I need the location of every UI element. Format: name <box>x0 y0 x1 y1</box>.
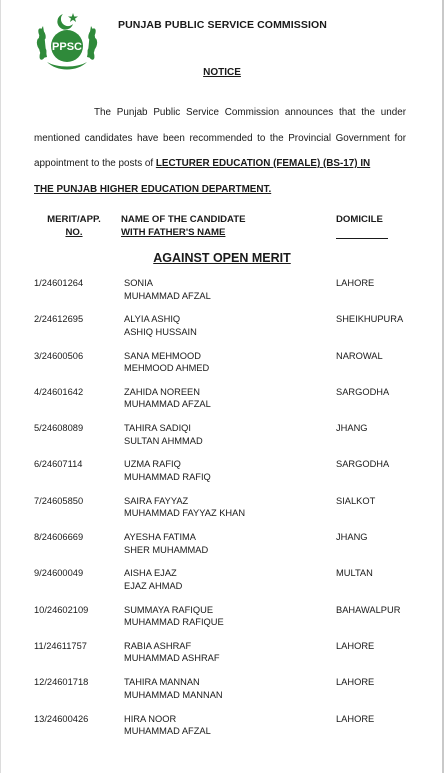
merit-number: 5/24608089 <box>34 423 84 434</box>
candidate-name: SANA MEHMOOD <box>124 350 201 361</box>
candidate-name: TAHIRA MANNAN <box>124 677 200 688</box>
father-name: MUHAMMAD ASHRAF <box>124 653 220 664</box>
merit-number: 4/24601642 <box>34 386 84 397</box>
intro-line-4 <box>34 177 406 203</box>
candidate-name-block <box>124 567 182 592</box>
candidate-name-block <box>124 458 211 483</box>
domicile: JHANG <box>336 532 368 543</box>
table-row <box>0 713 444 749</box>
father-name: MUHAMMAD AFZAL <box>124 726 211 737</box>
table-row <box>0 495 444 531</box>
candidate-name-block <box>124 495 245 520</box>
section-title: AGAINST OPEN MERIT <box>153 251 291 265</box>
father-name: MUHAMMAD AFZAL <box>124 399 211 410</box>
father-name: SULTAN AHMMAD <box>124 435 203 446</box>
candidate-name-block <box>124 676 223 701</box>
table-row <box>0 422 444 458</box>
father-name: MUHAMMAD RAFIQUE <box>124 617 224 628</box>
merit-number: 1/24601264 <box>34 278 84 288</box>
domicile: LAHORE <box>336 278 375 288</box>
domicile: SARGODHA <box>336 386 390 397</box>
table-row <box>0 313 444 349</box>
merit-number: 3/24600506 <box>34 350 84 361</box>
intro-line-3-prefix: appointment to the posts of <box>34 158 156 169</box>
candidate-name: HIRA NOOR <box>124 713 177 724</box>
merit-number: 9/24600049 <box>34 568 84 579</box>
post-title-part-2: THE PUNJAB HIGHER EDUCATION DEPARTMENT. <box>34 183 272 195</box>
column-header-name <box>121 213 246 239</box>
table-row <box>0 386 444 422</box>
domicile: JHANG <box>336 423 368 434</box>
domicile: SIALKOT <box>336 495 376 506</box>
father-name: MUHAMMAD RAFIQ <box>124 471 211 482</box>
domicile-header-label: DOMICILE <box>336 214 383 225</box>
domicile-header-rule <box>336 226 388 239</box>
father-name: SHER MUHAMMAD <box>124 544 209 555</box>
candidate-name-block <box>124 604 224 629</box>
table-row <box>0 277 444 313</box>
merit-number: 13/24600426 <box>34 713 89 724</box>
organization-title: PUNJAB PUBLIC SERVICE COMMISSION <box>118 19 327 31</box>
candidate-name: SONIA <box>124 278 153 288</box>
candidate-name: AISHA EJAZ <box>124 568 177 579</box>
intro-line-1: The Punjab Public Service Commission announces that the under <box>94 107 406 118</box>
domicile: LAHORE <box>336 713 375 724</box>
column-header-domicile <box>336 213 388 239</box>
candidate-name-block <box>124 350 209 375</box>
table-row <box>0 676 444 712</box>
table-row <box>0 567 444 603</box>
ppsc-logo <box>33 10 101 74</box>
candidate-name: ZAHIDA NOREEN <box>124 386 200 397</box>
candidate-name-block <box>124 277 211 302</box>
column-header-merit <box>34 213 114 239</box>
domicile: MULTAN <box>336 568 373 579</box>
candidate-name: AYESHA FATIMA <box>124 532 196 543</box>
post-title-part-1: LECTURER EDUCATION (FEMALE) (BS-17) IN <box>155 158 371 169</box>
intro-paragraph <box>34 100 406 202</box>
table-row <box>0 531 444 567</box>
merit-number: 11/24611757 <box>34 640 87 651</box>
candidate-list <box>0 277 444 749</box>
domicile: BAHAWALPUR <box>336 604 401 615</box>
logo-lettering: PPSC <box>52 41 82 53</box>
domicile: LAHORE <box>336 640 375 651</box>
domicile: NAROWAL <box>336 350 383 361</box>
candidate-name-block <box>124 713 211 738</box>
father-name: MUHAMMAD AFZAL <box>124 290 211 301</box>
merit-header-sub: NO. <box>65 227 83 238</box>
candidate-name-block <box>124 640 220 665</box>
merit-number: 8/24606669 <box>34 532 84 543</box>
candidate-name: UZMA RAFIQ <box>124 459 181 470</box>
candidate-name-block <box>124 422 203 447</box>
candidate-name: SAIRA FAYYAZ <box>124 495 189 506</box>
merit-number: 7/24605850 <box>34 495 84 506</box>
father-name: ASHIQ HUSSAIN <box>124 326 197 337</box>
merit-number: 6/24607114 <box>34 459 83 470</box>
name-header-sub: WITH FATHER'S NAME <box>121 227 226 238</box>
candidate-name: SUMMAYA RAFIQUE <box>124 604 214 615</box>
name-header-label: NAME OF THE CANDIDATE <box>121 214 246 225</box>
father-name: MUHAMMAD FAYYAZ KHAN <box>124 508 246 519</box>
merit-number: 2/24612695 <box>34 314 84 325</box>
merit-number: 10/24602109 <box>34 604 89 615</box>
candidate-name: TAHIRA SADIQI <box>124 423 191 434</box>
table-row <box>0 640 444 676</box>
intro-line-3 <box>34 151 406 177</box>
table-row <box>0 350 444 386</box>
domicile: LAHORE <box>336 677 375 688</box>
candidate-name: ALYIA ASHIQ <box>124 314 181 325</box>
father-name: MUHAMMAD MANNAN <box>124 689 223 700</box>
candidate-name-block <box>124 531 208 556</box>
notice-title: NOTICE <box>203 67 241 78</box>
candidate-name-block <box>124 386 211 411</box>
candidate-name: RABIA ASHRAF <box>124 640 192 651</box>
table-row <box>0 604 444 640</box>
merit-number: 12/24601718 <box>34 677 89 688</box>
domicile: SHEIKHUPURA <box>336 314 404 325</box>
merit-header-label: MERIT/APP. <box>47 214 101 225</box>
candidate-name-block <box>124 313 197 338</box>
father-name: EJAZ AHMAD <box>124 580 183 591</box>
table-row <box>0 458 444 494</box>
father-name: MEHMOOD AHMED <box>124 363 210 374</box>
domicile: SARGODHA <box>336 459 390 470</box>
intro-line-2: mentioned candidates have been recommended to the Provincial Government for <box>34 132 406 144</box>
